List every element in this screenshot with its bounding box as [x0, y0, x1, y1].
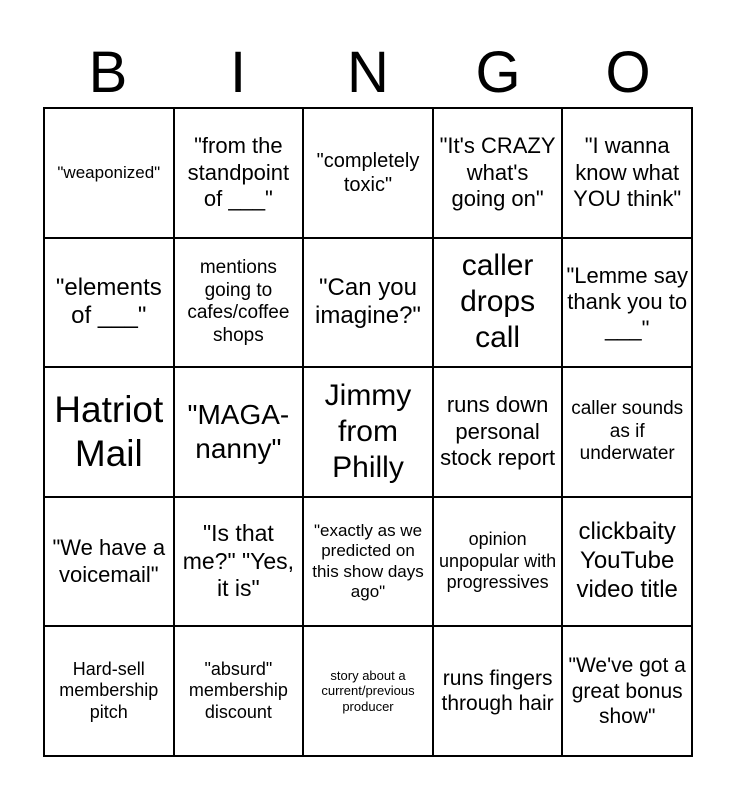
bingo-cell[interactable]: Hard-sell membership pitch [44, 626, 174, 756]
bingo-cell[interactable]: "MAGA-nanny" [174, 367, 304, 497]
bingo-header [43, 40, 693, 106]
bingo-cell[interactable]: caller drops call [433, 238, 563, 368]
bingo-board [43, 107, 693, 757]
header-letter-n: N [347, 40, 389, 105]
header-letter-i: I [229, 40, 247, 105]
bingo-cell[interactable]: "elements of ___" [44, 238, 174, 368]
bingo-cell[interactable]: "completely toxic" [303, 108, 433, 238]
bingo-cell[interactable]: story about a current/previous producer [303, 626, 433, 756]
bingo-cell[interactable]: "Lemme say thank you to ___" [562, 238, 692, 368]
bingo-cell[interactable]: "I wanna know what YOU think" [562, 108, 692, 238]
header-letter-b: B [88, 40, 128, 105]
bingo-cell[interactable]: "Is that me?" "Yes, it is" [174, 497, 304, 627]
bingo-cell[interactable]: Jimmy from Philly [303, 367, 433, 497]
bingo-cell[interactable]: opinion unpopular with progressives [433, 497, 563, 627]
bingo-cell[interactable]: runs fingers through hair [433, 626, 563, 756]
bingo-cell[interactable]: "exactly as we predicted on this show days ago" [303, 497, 433, 627]
bingo-cell[interactable]: caller sounds as if underwater [562, 367, 692, 497]
bingo-cell[interactable]: "absurd" membership discount [174, 626, 304, 756]
bingo-cell[interactable]: "Can you imagine?" [303, 238, 433, 368]
bingo-cell[interactable]: clickbaity YouTube video title [562, 497, 692, 627]
bingo-cell[interactable]: "We've got a great bonus show" [562, 626, 692, 756]
bingo-cell[interactable]: Hatriot Mail [44, 367, 174, 497]
bingo-cell[interactable]: runs down personal stock report [433, 367, 563, 497]
bingo-cell[interactable]: "It's CRAZY what's going on" [433, 108, 563, 238]
bingo-cell[interactable]: "weaponized" [44, 108, 174, 238]
bingo-cell[interactable]: mentions going to cafes/coffee shops [174, 238, 304, 368]
header-letter-o: O [605, 40, 651, 105]
bingo-cell[interactable]: "We have a voicemail" [44, 497, 174, 627]
header-letter-g: G [475, 40, 521, 105]
bingo-cell[interactable]: "from the standpoint of ___" [174, 108, 304, 238]
